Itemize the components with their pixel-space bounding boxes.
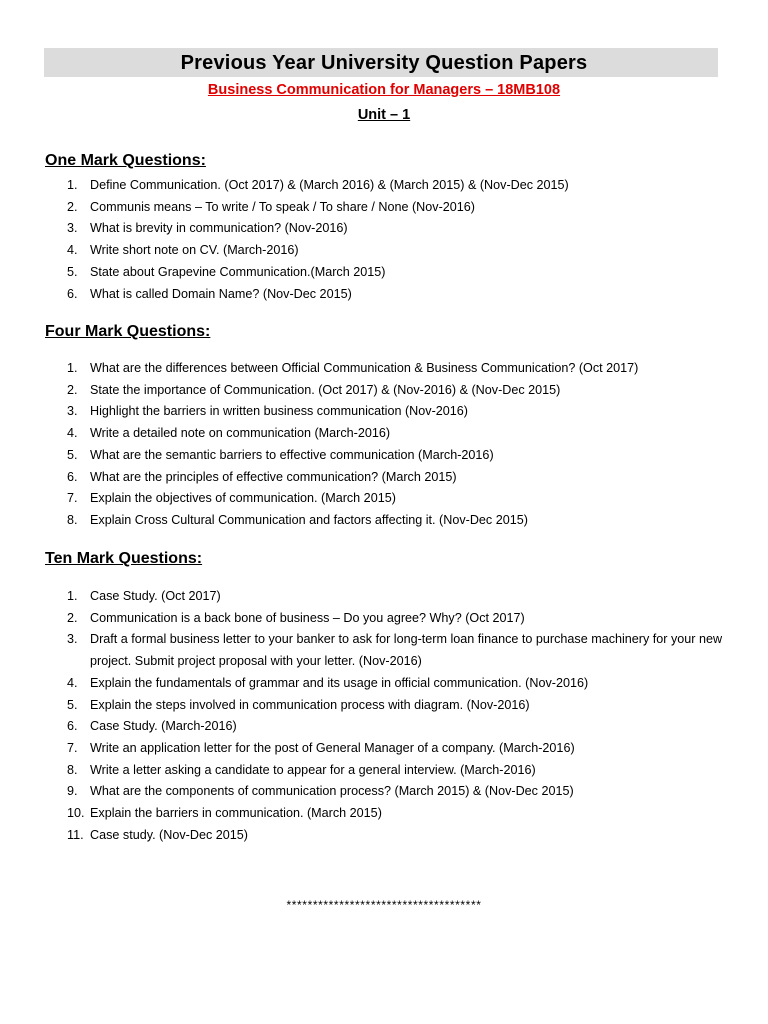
unit-label: Unit – 1 <box>357 107 411 123</box>
question-number: 4. <box>67 675 78 690</box>
question-item <box>0 488 768 510</box>
question-number: 6. <box>67 469 78 484</box>
question-item <box>0 760 768 782</box>
question-number: 8. <box>67 512 78 527</box>
question-number: 8. <box>67 762 78 777</box>
question-item <box>0 197 768 219</box>
question-text: Write short note on CV. (March-2016) <box>90 243 299 258</box>
question-text: Write an application letter for the post of General Manager of a company. (March-2016) <box>90 740 575 755</box>
question-number: 6. <box>67 286 78 301</box>
course-subtitle: Business Communication for Managers – 18MB108 <box>207 82 561 98</box>
question-number: 1. <box>67 361 78 375</box>
question-item <box>0 358 768 380</box>
footer-divider-stars: ************************************* <box>286 898 482 912</box>
question-item <box>0 629 768 672</box>
question-text: Define Communication. (Oct 2017) & (March 2016) & (March 2015) & (Nov-Dec 2015) <box>90 178 569 192</box>
question-item <box>0 423 768 445</box>
four-mark-heading: Four Mark Questions: <box>45 323 211 340</box>
ten-mark-list <box>0 586 768 846</box>
question-item <box>0 608 768 630</box>
question-text: Explain the steps involved in communication process with diagram. (Nov-2016) <box>90 697 530 712</box>
ten-mark-heading: Ten Mark Questions: <box>45 550 203 567</box>
question-text: Draft a formal business letter to your banker to ask for long-term loan finance to purchase machinery for your new project. Submit project proposal with your letter. (Nov-2016) <box>90 632 723 669</box>
question-number: 1. <box>67 589 78 603</box>
question-number: 6. <box>67 719 78 734</box>
question-item <box>0 825 768 847</box>
question-item <box>0 445 768 467</box>
question-text: Explain the objectives of communication. (March 2015) <box>90 491 396 506</box>
question-number: 1. <box>67 178 78 192</box>
question-item <box>0 175 768 197</box>
question-number: 5. <box>67 447 78 462</box>
question-item <box>0 781 768 803</box>
question-text: What are the components of communication process? (March 2015) & (Nov-Dec 2015) <box>90 784 574 799</box>
question-text: Case study. (Nov-Dec 2015) <box>90 827 248 842</box>
question-text: Highlight the barriers in written business communication (Nov-2016) <box>90 404 468 419</box>
question-number: 5. <box>67 697 78 712</box>
question-text: Communis means – To write / To speak / To share / None (Nov-2016) <box>90 199 475 214</box>
question-number: 4. <box>67 243 78 258</box>
question-text: Case Study. (March-2016) <box>90 719 237 734</box>
question-text: What are the principles of effective communication? (March 2015) <box>90 469 457 484</box>
question-text: What are the semantic barriers to effective communication (March-2016) <box>90 447 494 462</box>
question-number: 2. <box>67 382 78 397</box>
question-text: What is called Domain Name? (Nov-Dec 2015) <box>90 286 352 301</box>
question-text: Explain Cross Cultural Communication and factors affecting it. (Nov-Dec 2015) <box>90 512 528 527</box>
question-text: Communication is a back bone of business – Do you agree? Why? (Oct 2017) <box>90 610 525 625</box>
question-text: Explain the barriers in communication. (March 2015) <box>90 806 382 821</box>
question-number: 11. <box>67 827 84 842</box>
question-item <box>0 695 768 717</box>
question-number: 3. <box>67 632 78 647</box>
question-number: 5. <box>67 264 78 279</box>
question-item <box>0 218 768 240</box>
question-text: Write a detailed note on communication (March-2016) <box>90 426 391 441</box>
question-item <box>0 738 768 760</box>
page-title: Previous Year University Question Papers <box>180 52 588 74</box>
question-item <box>0 716 768 738</box>
one-mark-list <box>0 175 768 305</box>
question-item <box>0 803 768 825</box>
question-text: State the importance of Communication. (Oct 2017) & (Nov-2016) & (Nov-Dec 2015) <box>90 382 561 397</box>
question-item <box>0 284 768 306</box>
question-text: Write a letter asking a candidate to appear for a general interview. (March-2016) <box>90 762 536 777</box>
question-item <box>0 510 768 532</box>
question-text: Case Study. (Oct 2017) <box>90 589 221 603</box>
question-number: 7. <box>67 740 78 755</box>
question-item <box>0 380 768 402</box>
question-number: 9. <box>67 784 78 799</box>
one-mark-heading: One Mark Questions: <box>45 152 206 169</box>
question-item <box>0 240 768 262</box>
question-item <box>0 401 768 423</box>
four-mark-list <box>0 358 768 532</box>
question-text: What is brevity in communication? (Nov-2016) <box>90 221 348 236</box>
question-number: 10. <box>67 806 85 821</box>
question-number: 2. <box>67 199 78 214</box>
question-text: Explain the fundamentals of grammar and its usage in official communication. (Nov-2016) <box>90 675 589 690</box>
question-number: 7. <box>67 491 78 506</box>
question-text: What are the differences between Official Communication & Business Communication? (Oct 2017) <box>90 361 639 375</box>
question-number: 3. <box>67 221 78 236</box>
question-item <box>0 467 768 489</box>
question-text: State about Grapevine Communication.(March 2015) <box>90 264 386 279</box>
question-item <box>0 262 768 284</box>
question-number: 2. <box>67 610 78 625</box>
question-item <box>0 673 768 695</box>
question-item <box>0 586 768 608</box>
question-number: 3. <box>67 404 78 419</box>
question-number: 4. <box>67 426 78 441</box>
